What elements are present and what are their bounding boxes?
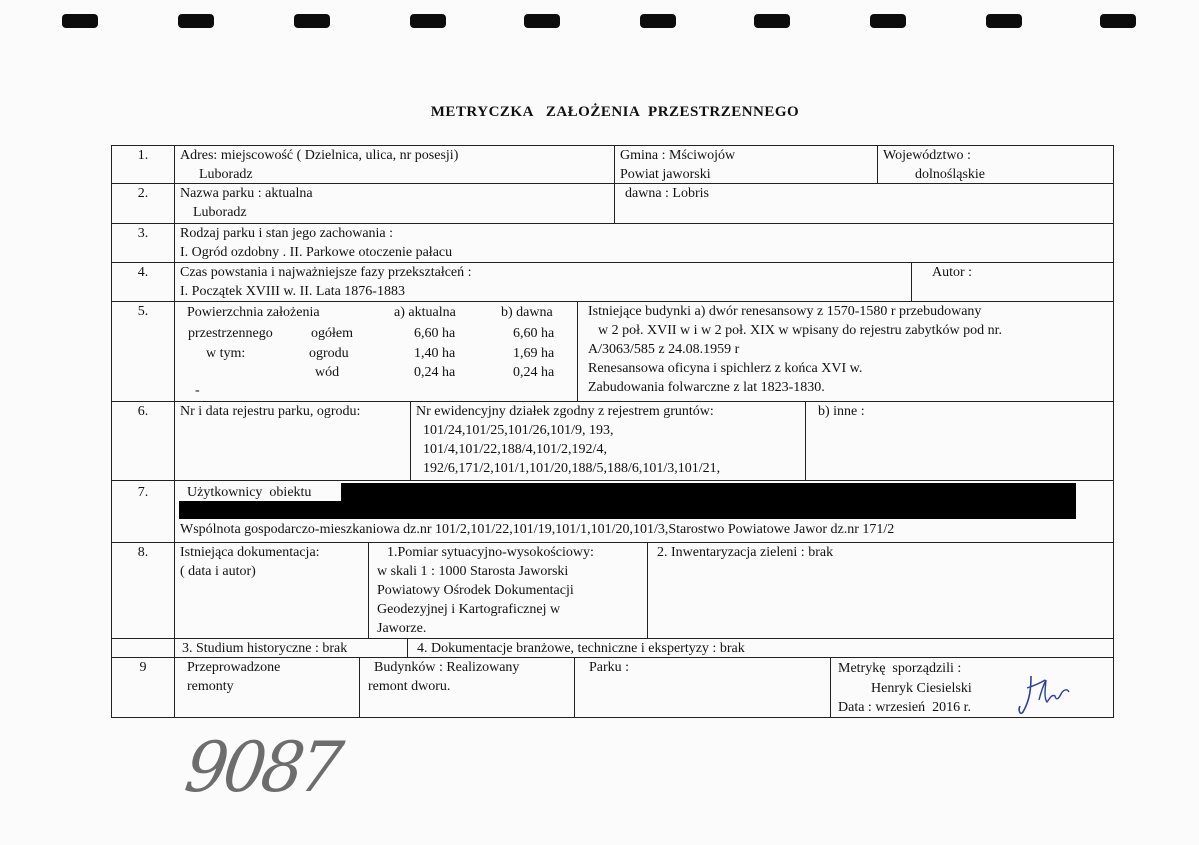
row-4-number-cell	[111, 262, 175, 302]
park-name-value: Luboradz	[193, 205, 247, 220]
address-label: Adres: miejscowość ( Dzielnica, ulica, nr posesji)	[180, 148, 459, 163]
area-current-garden: 1,40 ha	[414, 346, 456, 361]
row-8-number-cell	[111, 542, 175, 639]
plots-line3: 192/6,171/2,101/1,101/20,188/5,188/6,101/3,101/21,	[423, 461, 721, 476]
area-former-total: 6,60 ha	[513, 326, 555, 341]
former-name-cell	[614, 183, 1114, 224]
signature-mark	[1017, 670, 1077, 718]
punch-hole	[62, 14, 98, 28]
area-dash: -	[195, 383, 200, 398]
row-number: 9	[139, 660, 147, 675]
survey-line5: Jaworze.	[377, 621, 427, 636]
register-cell	[174, 401, 411, 481]
buildings-line1: Istniejące budynki a) dwór renesansowy z 1570-1580 r przebudowany	[588, 304, 982, 319]
punch-hole	[294, 14, 330, 28]
survey-line4: Geodezyjnej i Kartograficznej w	[377, 602, 561, 617]
row-3-number-cell	[111, 223, 175, 263]
row-number: 6.	[137, 404, 149, 419]
park-type-label: Rodzaj parku i stan jego zachowania :	[180, 226, 394, 241]
area-label-line3: w tym:	[206, 346, 246, 361]
buildings-repairs-cell	[359, 657, 575, 718]
buildings-repairs-line1: Budynków : Realizowany	[374, 660, 520, 675]
row-number: 4.	[137, 265, 149, 280]
plots-line1: 101/24,101/25,101/26,101/9, 193,	[423, 423, 614, 438]
prepared-name: Henryk Ciesielski	[871, 681, 972, 696]
plots-line2: 101/4,101/22,188/4,101/2,192/4,	[423, 442, 607, 457]
prepared-label: Metrykę sporządzili :	[838, 661, 962, 676]
row-2-number-cell	[111, 183, 175, 224]
former-name-text: dawna : Lobris	[625, 186, 709, 201]
voivodeship-label: Województwo :	[883, 148, 971, 163]
users-line: Wspólnota gospodarczo-mieszkaniowa dz.nr 101/2,101/22,101/19,101/1,101/20,101/3,Starostwo Powiatowe Jawor dz.nr 171/2	[180, 522, 895, 537]
prepared-date: Data : wrzesień 2016 r.	[838, 700, 971, 715]
area-label-line1: Powierzchnia założenia	[187, 305, 320, 320]
row-number: 5.	[137, 304, 149, 319]
row-1-number-cell	[111, 145, 175, 184]
area-label-line2: przestrzennego	[188, 326, 273, 341]
technical-text: 4. Dokumentacje branżowe, techniczne i ekspertyzy : brak	[417, 641, 745, 656]
creation-phases-value: I. Początek XVIII w. II. Lata 1876-1883	[180, 284, 405, 299]
punch-hole	[870, 14, 906, 28]
area-current-header: a) aktualna	[394, 305, 456, 320]
documentation-sub: ( data i autor)	[180, 564, 256, 579]
gmina-text: Gmina : Mściwojów	[620, 148, 736, 163]
punch-hole	[1100, 14, 1136, 28]
handwritten-number-text: 9087	[180, 727, 344, 808]
buildings-line5: Zabudowania folwarczne z lat 1823-1830.	[588, 380, 825, 395]
park-name-label: Nazwa parku : aktualna	[180, 186, 313, 201]
area-current-water: 0,24 ha	[414, 365, 456, 380]
survey-line2: w skali 1 : 1000 Starosta Jaworski	[377, 564, 569, 579]
history-text: 3. Studium historyczne : brak	[182, 641, 348, 656]
documentation-cell	[174, 542, 369, 639]
voivodeship-cell	[877, 145, 1114, 184]
documentation-label: Istniejąca dokumentacja:	[180, 545, 320, 560]
punch-hole	[410, 14, 446, 28]
author-cell	[911, 262, 1114, 302]
survey-line3: Powiatowy Ośrodek Dokumentacji	[377, 583, 574, 598]
other-label: b) inne :	[818, 404, 865, 419]
existing-buildings-cell	[577, 301, 1114, 402]
buildings-repairs-line2: remont dworu.	[368, 679, 451, 694]
area-former-header: b) dawna	[501, 305, 553, 320]
row-number: 7.	[137, 485, 149, 500]
row-9-number-cell	[111, 657, 175, 718]
plots-cell	[410, 401, 806, 481]
redaction-bar	[341, 483, 1076, 502]
survey-cell	[368, 542, 648, 639]
creation-phases-label: Czas powstania i najważniejsze fazy przekształceń :	[180, 265, 472, 280]
row-number: 3.	[137, 226, 149, 241]
repairs-label: Przeprowadzone	[187, 660, 281, 675]
powiat-text: Powiat jaworski	[620, 167, 711, 182]
area-cell	[174, 301, 578, 402]
area-garden-label: ogrodu	[309, 346, 349, 361]
area-former-water: 0,24 ha	[513, 365, 555, 380]
technical-cell	[407, 638, 1114, 658]
greenery-text: 2. Inwentaryzacja zieleni : brak	[657, 545, 834, 560]
park-name-cell	[174, 183, 615, 224]
buildings-line3: A/3063/585 z 24.08.1959 r	[588, 342, 740, 357]
row-number: 2.	[137, 186, 149, 201]
park-type-cell	[174, 223, 1114, 263]
buildings-line2: w 2 poł. XVII w i w 2 poł. XIX w wpisany do rejestru zabytków pod nr.	[598, 323, 1002, 338]
repairs-cell	[174, 657, 360, 718]
park-type-value: I. Ogród ozdobny . II. Parkowe otoczenie pałacu	[180, 245, 453, 260]
punch-hole	[754, 14, 790, 28]
punch-hole	[640, 14, 676, 28]
row-6-number-cell	[111, 401, 175, 481]
creation-phases-cell	[174, 262, 912, 302]
punch-hole	[524, 14, 560, 28]
repairs-label-2: remonty	[187, 679, 234, 694]
plots-label: Nr ewidencyjny działek zgodny z rejestrem gruntów:	[416, 404, 714, 419]
survey-line1: 1.Pomiar sytuacyjno-wysokościowy:	[387, 545, 594, 560]
greenery-cell	[647, 542, 1114, 639]
row-8b-number-cell	[111, 638, 175, 658]
punch-hole	[986, 14, 1022, 28]
address-cell	[174, 145, 615, 184]
document-title: METRYCZKA ZAŁOŻENIA PRZESTRZENNEGO	[430, 104, 800, 120]
address-value: Luboradz	[199, 167, 253, 182]
area-former-garden: 1,69 ha	[513, 346, 555, 361]
row-number: 8.	[137, 545, 149, 560]
author-label: Autor :	[932, 265, 973, 280]
register-label: Nr i data rejestru parku, ogrodu:	[180, 404, 361, 419]
prepared-by-cell	[830, 657, 1114, 718]
area-total-label: ogółem	[311, 326, 353, 341]
row-5-number-cell	[111, 301, 175, 402]
buildings-line4: Renesansowa oficyna i spichlerz z końca XVI w.	[588, 361, 863, 376]
park-repairs-label: Parku :	[589, 660, 630, 675]
park-repairs-cell	[574, 657, 831, 718]
history-cell	[174, 638, 408, 658]
users-label: Użytkownicy obiektu	[187, 485, 312, 500]
area-current-total: 6,60 ha	[414, 326, 456, 341]
gmina-cell	[614, 145, 878, 184]
users-cell	[174, 480, 1114, 543]
other-cell	[805, 401, 1114, 481]
handwritten-number	[180, 727, 344, 808]
row-number: 1.	[137, 148, 149, 163]
row-7-number-cell	[111, 480, 175, 543]
voivodeship-value: dolnośląskie	[915, 167, 985, 182]
area-water-label: wód	[315, 365, 340, 380]
punch-hole	[178, 14, 214, 28]
redaction-bar	[179, 501, 1076, 519]
